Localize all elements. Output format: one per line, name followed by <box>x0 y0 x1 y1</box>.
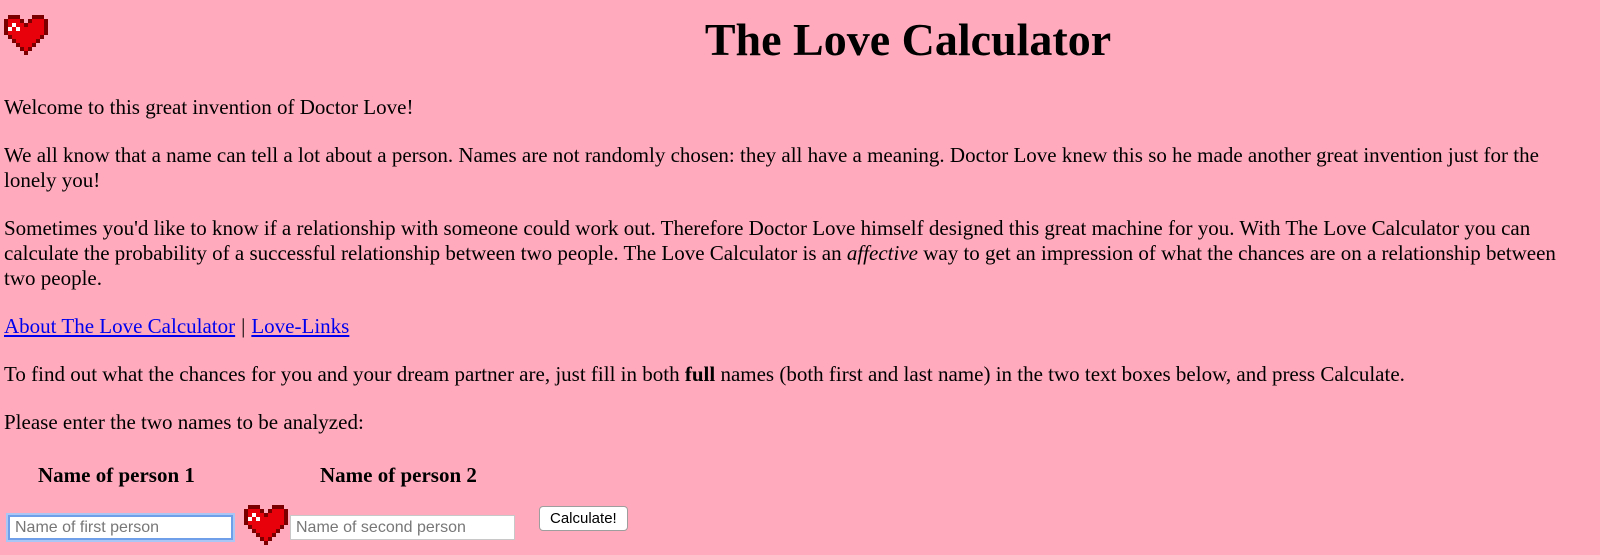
about-link[interactable]: About The Love Calculator <box>4 314 236 338</box>
link-separator: | <box>241 314 246 338</box>
links-row <box>4 314 1584 339</box>
intro-content <box>4 95 1584 458</box>
person2-label: Name of person 2 <box>320 463 477 487</box>
heart-icon <box>244 505 288 549</box>
love-links-link[interactable]: Love-Links <box>251 314 350 338</box>
emphasis-full: full <box>684 362 716 386</box>
page-title: The Love Calculator <box>704 14 1112 65</box>
calculate-button[interactable]: Calculate! <box>539 506 628 531</box>
intro-paragraph-relationship: Sometimes you'd like to know if a relationship with someone could work out. Therefore Doctor Love himself designed this great machine for you. With The Love Calculator you can calculate the probability of a successful relationship between two people. The Love Calculator is an affective way to get an impression of what the chances are on a relationship between two people. <box>4 216 1556 290</box>
emphasis-affective: affective <box>846 241 918 265</box>
instructions-text: To find out what the chances for you and your dream partner are, just fill in both full names (both first and last name) in the two text boxes below, and press Calculate. <box>4 362 1405 386</box>
person1-label: Name of person 1 <box>38 463 195 487</box>
person1-name-input[interactable] <box>8 515 233 540</box>
intro-paragraph-names: We all know that a name can tell a lot about a person. Names are not randomly chosen: they all have a meaning. Doctor Love knew this so he made another great invention just for the lonely you! <box>4 143 1539 192</box>
names-prompt: Please enter the two names to be analyzed: <box>4 410 364 434</box>
person2-name-input[interactable] <box>290 515 515 540</box>
welcome-text: Welcome to this great invention of Doctor Love! <box>4 95 414 119</box>
